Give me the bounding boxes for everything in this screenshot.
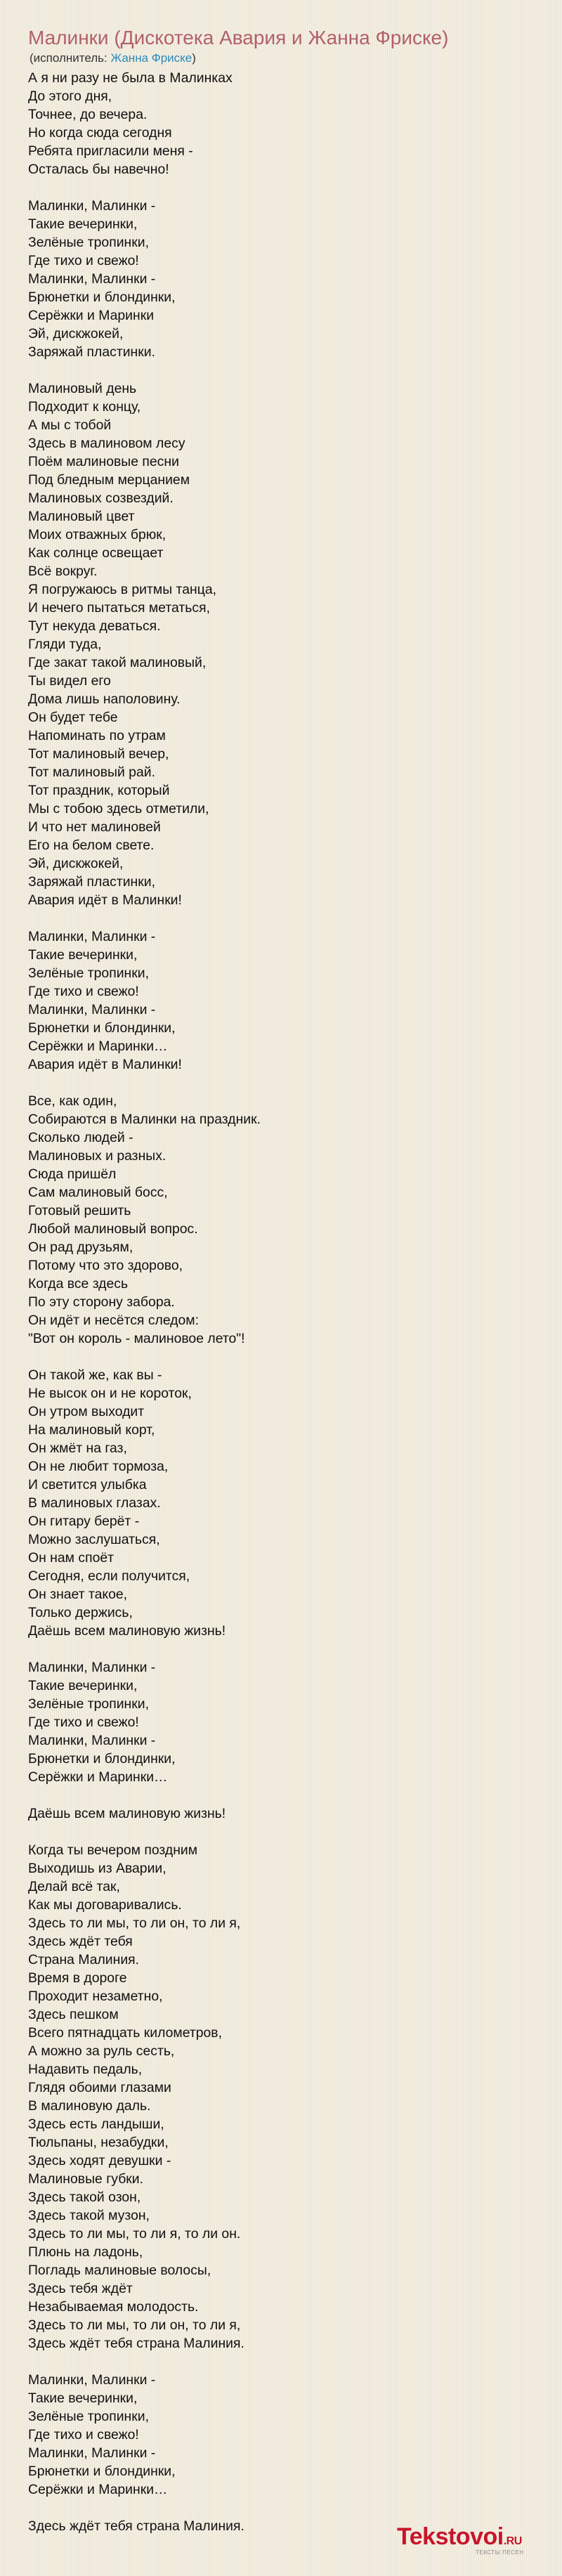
lyric-line: Авария идёт в Малинки! [28,892,182,908]
lyric-line: Брюнетки и блондинки, [28,290,176,305]
lyric-line: Здесь то ли мы, то ли он, то ли я, [28,1915,241,1931]
lyric-line: Всё вокруг. [28,564,98,579]
lyric-line: Его на белом свете. [28,838,155,853]
stanza-break [28,1786,534,1804]
performer-line [30,51,196,66]
lyric-line: Он будет тебе [28,710,118,725]
lyric-line: Он гитару берёт - [28,1514,140,1529]
lyric-line: Под бледным мерцанием [28,472,190,488]
lyric-line: Ребята пригласили меня - [28,143,193,159]
lyric-line: Брюнетки и блондинки, [28,1751,176,1767]
stanza-break [28,178,534,197]
lyric-line: И светится улыбка [28,1477,147,1492]
lyric-line: Погладь малиновые волосы, [28,2263,211,2278]
lyric-line: Поём малиновые песни [28,454,179,469]
lyric-line: Эй, дискжокей, [28,326,124,341]
lyric-line: Такие вечеринки, [28,216,138,232]
lyric-line: "Вот он король - малиновое лето"! [28,1331,245,1346]
lyric-line: Он жмёт на газ, [28,1440,127,1456]
lyric-line: Малинки, Малинки - [28,1660,156,1675]
lyric-line: Где закат такой малиновый, [28,655,207,670]
lyric-line: Здесь есть ландыши, [28,2116,164,2132]
lyric-line: Он рад друзьям, [28,1240,133,1255]
lyric-line: Здесь ждёт тебя [28,1934,133,1949]
lyric-line: Малинки, Малинки - [28,2445,156,2461]
lyric-line: В малиновую даль. [28,2098,151,2114]
lyric-line: Заряжай пластинки, [28,874,155,890]
lyric-line: Здесь ждёт тебя страна Малиния. [28,2336,244,2351]
lyric-line: Здесь такой озон, [28,2190,141,2205]
performer-link[interactable]: Жанна Фриске [110,51,192,65]
lyric-line: Тот малиновый рай. [28,765,155,780]
lyric-line: Я погружаюсь в ритмы танца, [28,582,216,597]
lyric-line: Здесь ждёт тебя страна Малиния. [28,2518,244,2534]
lyric-line: Тут некуда деваться. [28,618,161,634]
lyric-line: Проходит незаметно, [28,1989,163,2004]
lyric-line: Малиновый цвет [28,509,135,524]
lyric-line: Зелёные тропинки, [28,1696,149,1712]
lyric-line: В малиновых глазах. [28,1495,161,1511]
lyric-line: Надавить педаль, [28,2062,143,2077]
lyric-line: Когда все здесь [28,1276,129,1292]
lyric-line: По эту сторону забора. [28,1294,175,1310]
performer-prefix: (исполнитель: [30,51,111,65]
lyric-line: Мы с тобою здесь отметили, [28,801,209,817]
logo-tagline: ТЕКСТЫ ПЕСЕН [476,2549,524,2556]
lyric-line: Брюнетки и блондинки, [28,1020,176,1036]
lyric-line: Где тихо и свежо! [28,253,139,268]
lyric-line: Осталась бы навечно! [28,162,169,177]
lyric-line: Сам малиновый босс, [28,1185,168,1200]
lyric-line: Подходит к концу, [28,399,141,415]
lyric-line: Он знает такое, [28,1587,128,1602]
lyric-line: А мы с тобой [28,417,112,433]
lyric-line: Малиновые губки. [28,2171,143,2187]
lyric-line: Зелёные тропинки, [28,235,149,250]
lyric-line: Напоминать по утрам [28,728,166,743]
lyric-line: Малиновых созвездий. [28,490,174,506]
lyric-line: Не высок он и не короток, [28,1386,192,1401]
lyric-line: Любой малиновый вопрос. [28,1221,198,1237]
lyric-line: Потому что это здорово, [28,1258,183,1273]
lyric-line: Где тихо и свежо! [28,984,139,999]
lyric-line: Можно заслушаться, [28,1532,160,1547]
lyric-line: Собираются в Малинки на праздник. [28,1112,261,1127]
lyric-line: Когда ты вечером поздним [28,1842,198,1858]
lyric-line: Серёжки и Маринки [28,308,155,323]
lyric-line: Такие вечеринки, [28,947,138,963]
lyric-line: Здесь в малиновом лесу [28,436,185,451]
performer-suffix: ) [192,51,196,65]
lyric-line: А можно за руль сесть, [28,2043,175,2059]
lyric-line: Он не любит тормоза, [28,1459,169,1474]
lyric-line: Серёжки и Маринки… [28,1039,168,1054]
lyric-line: Он такой же, как вы - [28,1367,162,1383]
stanza-break [28,909,534,928]
logo-suffix: .RU [503,2535,522,2547]
lyric-line: Как солнце освещает [28,545,164,561]
lyric-line: Малинки, Малинки - [28,1002,156,1017]
lyric-line: Малинки, Малинки - [28,2372,156,2388]
lyric-line: Только держись, [28,1605,133,1620]
lyric-line: Тот малиновый вечер, [28,746,169,762]
lyric-line: Страна Малиния. [28,1952,140,1967]
lyric-line: Малиновых и разных. [28,1148,166,1164]
lyric-line: Он утром выходит [28,1404,145,1419]
lyric-line: Сюда пришёл [28,1166,117,1182]
lyric-line: Выходишь из Аварии, [28,1861,166,1876]
lyric-line: Глядя обоими глазами [28,2080,171,2095]
stanza-break [28,1348,534,1366]
lyric-line: Даёшь всем малиновую жизнь! [28,1806,226,1821]
lyric-line: А я ни разу не была в Малинках [28,70,233,86]
lyric-line: Плюнь на ладонь, [28,2244,143,2260]
lyric-line: Здесь такой музон, [28,2208,150,2223]
lyric-line: Сколько людей - [28,1130,133,1145]
lyric-line: Моих отважных брюк, [28,527,166,542]
lyric-line: Незабываемая молодость. [28,2299,199,2315]
lyric-line: Гляди туда, [28,637,102,652]
lyric-line: Как мы договаривались. [28,1897,182,1913]
logo-main-text: Tekstovoi [397,2523,504,2550]
stanza-break [28,1074,534,1092]
lyric-line: Где тихо и свежо! [28,2427,139,2442]
lyric-line: Здесь то ли мы, то ли он, то ли я, [28,2317,241,2333]
stanza-break [28,1823,534,1841]
lyric-line: Тот праздник, который [28,783,170,798]
lyric-line: Дома лишь наполовину. [28,691,181,707]
lyric-line: Даёшь всем малиновую жизнь! [28,1623,226,1639]
lyric-line: Всего пятнадцать километров, [28,2025,222,2041]
lyric-line: Малинки, Малинки - [28,929,156,944]
lyric-line: Зелёные тропинки, [28,965,149,981]
lyric-line: Малинки, Малинки - [28,198,156,214]
lyric-line: Такие вечеринки, [28,1678,138,1693]
lyric-line: Здесь ходят девушки - [28,2153,171,2168]
song-title: Малинки (Дискотека Авария и Жанна Фриске) [28,27,449,48]
stanza-break [28,361,534,379]
logo-wordmark [397,2523,551,2556]
lyric-line: На малиновый корт, [28,1422,155,1438]
lyric-line: Где тихо и свежо! [28,1715,139,1730]
stanza-break [28,1640,534,1658]
lyric-line: Такие вечеринки, [28,2390,138,2406]
lyric-line: Брюнетки и блондинки, [28,2464,176,2479]
lyric-line: Он нам споёт [28,1550,115,1566]
lyric-line: И нечего пытаться метаться, [28,600,210,616]
lyric-line: Точнее, до вечера. [28,107,148,122]
site-logo[interactable] [397,2523,551,2562]
lyric-line: Здесь пешком [28,2007,119,2022]
lyric-line: Сегодня, если получится, [28,1568,190,1584]
lyric-line: Малинки, Малинки - [28,271,156,287]
lyric-line: Тюльпаны, незабудки, [28,2135,169,2150]
lyric-line: Он идёт и несётся следом: [28,1313,199,1328]
lyric-line: Здесь то ли мы, то ли я, то ли он. [28,2226,241,2242]
lyric-line: И что нет малиновей [28,819,161,835]
lyric-line: Авария идёт в Малинки! [28,1057,182,1072]
lyric-line: Малинки, Малинки - [28,1733,156,1748]
lyric-line: Серёжки и Маринки… [28,1769,168,1785]
lyric-line: Зелёные тропинки, [28,2409,149,2424]
lyric-line: Готовый решить [28,1203,131,1218]
stanza-break [28,2353,534,2371]
lyric-line: Серёжки и Маринки… [28,2482,168,2497]
lyric-line: Здесь тебя ждёт [28,2281,133,2296]
lyric-line: Ты видел его [28,673,111,689]
lyric-line: Но когда сюда сегодня [28,125,172,141]
lyric-line: Делай всё так, [28,1879,120,1894]
lyric-line: Эй, дискжокей, [28,856,124,871]
stanza-break [28,2499,534,2517]
lyrics-text [28,69,534,2535]
lyric-line: До этого дня, [28,89,112,104]
lyric-line: Время в дороге [28,1970,127,1986]
lyric-line: Заряжай пластинки. [28,344,155,360]
lyric-line: Малиновый день [28,381,137,396]
lyric-line: Все, как один, [28,1093,117,1109]
